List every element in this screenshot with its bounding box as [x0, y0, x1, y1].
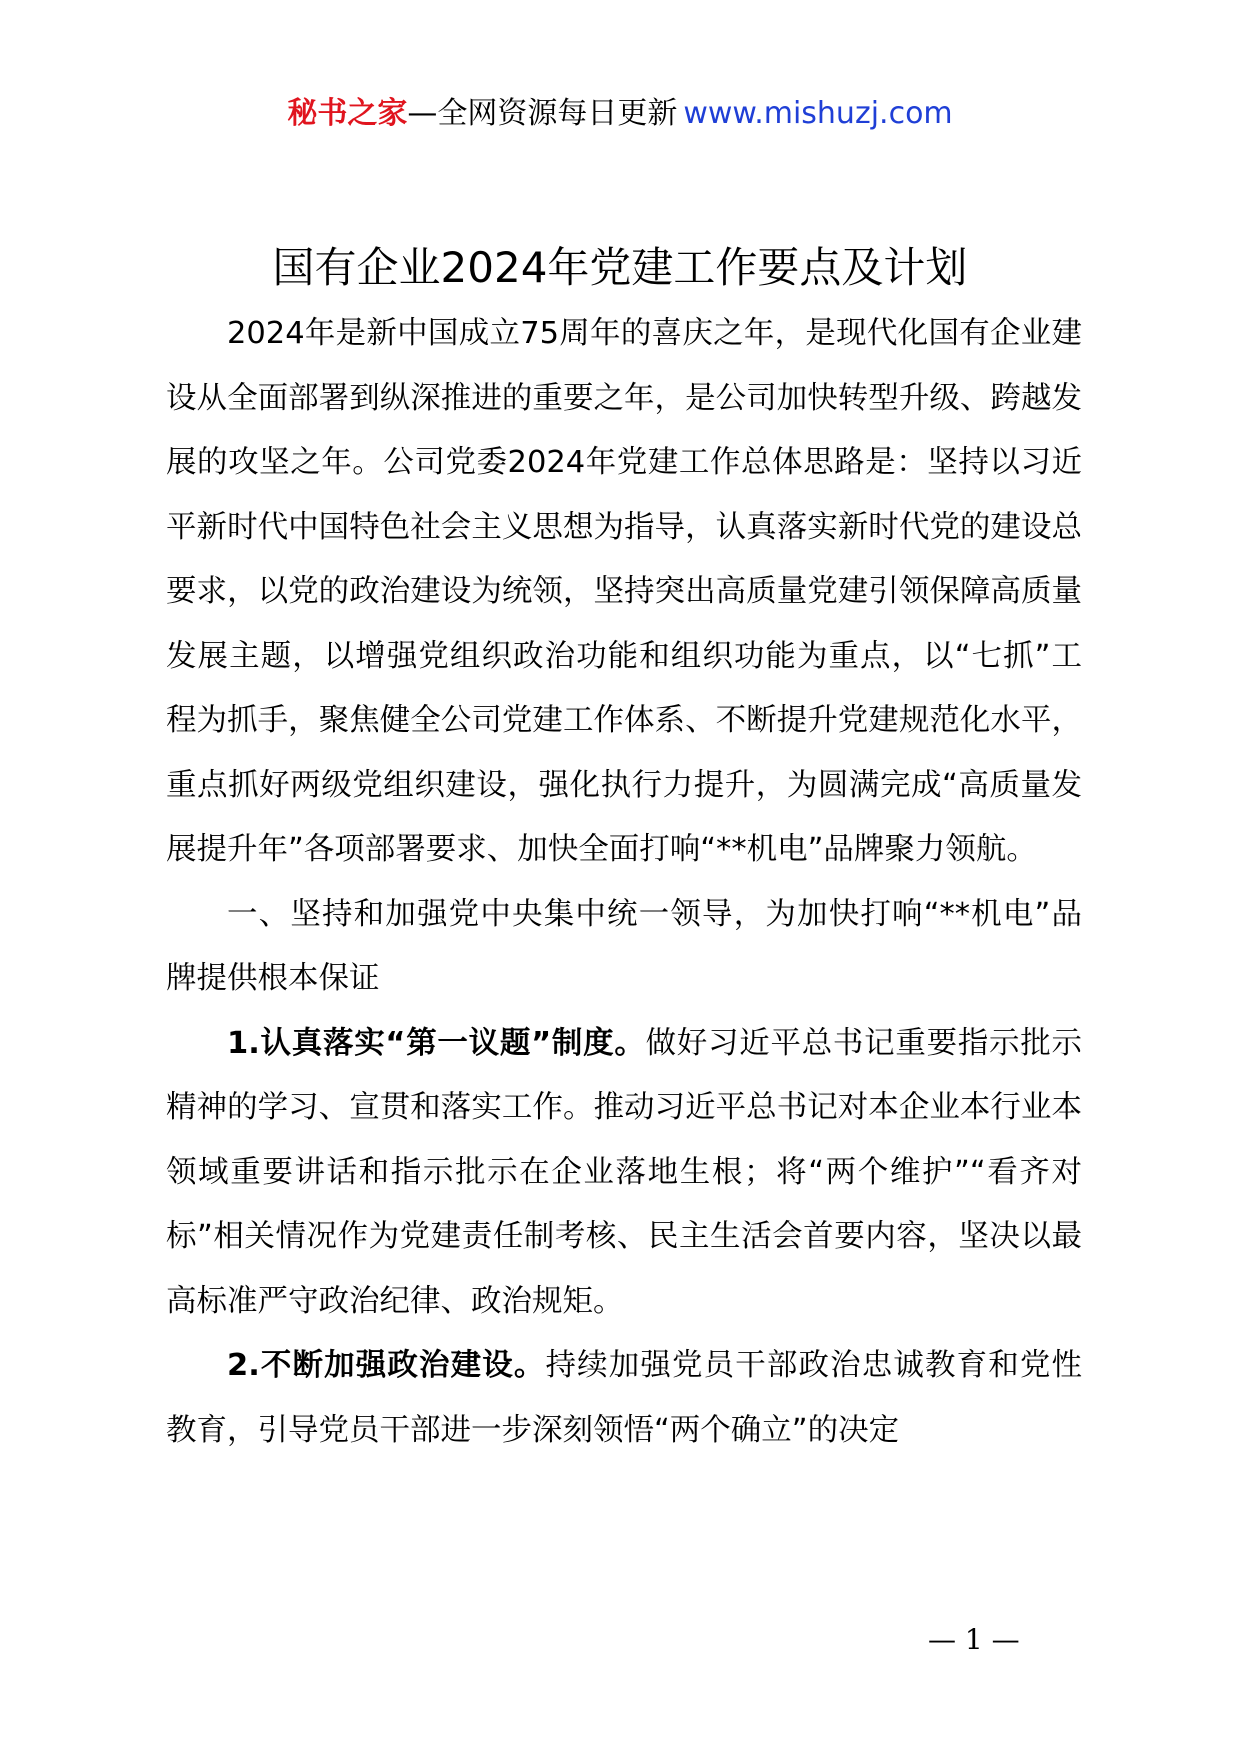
site-url: www.mishuzj.com — [683, 96, 953, 131]
section-heading-1 — [166, 883, 1082, 1012]
site-tagline: —全网资源每日更新 — [407, 96, 678, 131]
paragraph-item-1 — [166, 1012, 1082, 1335]
paragraph-lead: 2.不断加强政治建设。 — [227, 1348, 546, 1383]
paragraph-intro — [166, 302, 1082, 883]
paragraph-text: 持续加强党员干部政治忠诚教育和党性教育，引导党员干部进一步深刻领悟“两个确立”的决定 — [166, 1348, 1083, 1448]
paragraph-lead: 1.认真落实“第一议题”制度。 — [227, 1025, 646, 1061]
section-heading-text: 一、坚持和加强党中央集中统一领导，为加快打响“**机电”品牌提供根本保证 — [166, 896, 1082, 996]
page-number: — 1 — — [928, 1623, 1020, 1656]
site-watermark-header — [0, 94, 1240, 134]
paragraph-text: 2024年是新中国成立75周年的喜庆之年，是现代化国有企业建设从全面部署到纵深推进的重要之年，是公司加快转型升级、跨越发展的攻坚之年。公司党委2024年党建工作总体思路是：坚持以习近平新时代中国特色社会主义思想为指导，认真落实新时代党的建设总要求，以党的政治建设为统领，坚持突出高质量党建引领保障高质量发展主题，以增强党组织政治功能和组织功能为重点，以“七抓”工程为抓手，聚焦健全公司党建工作体系、不断提升党建规范化水平，重点抓好两级党组织建设，强化执行力提升，为圆满完成“高质量发展提升年”各项部署要求、加快全面打响“**机电”品牌聚力领航。 — [166, 316, 1082, 867]
paragraph-item-2 — [166, 1334, 1082, 1463]
document-title: 国有企业2024年党建工作要点及计划 — [272, 243, 968, 292]
document-body — [166, 302, 1082, 1463]
paragraph-text: 做好习近平总书记重要指示批示精神的学习、宣贯和落实工作。推动习近平总书记对本企业本行业本领域重要讲话和指示批示在企业落地生根；将“两个维护”“看齐对标”相关情况作为党建责任制考核、民主生活会首要内容，坚决以最高标准严守政治纪律、政治规矩。 — [166, 1025, 1082, 1319]
site-brand: 秘书之家 — [287, 96, 408, 131]
